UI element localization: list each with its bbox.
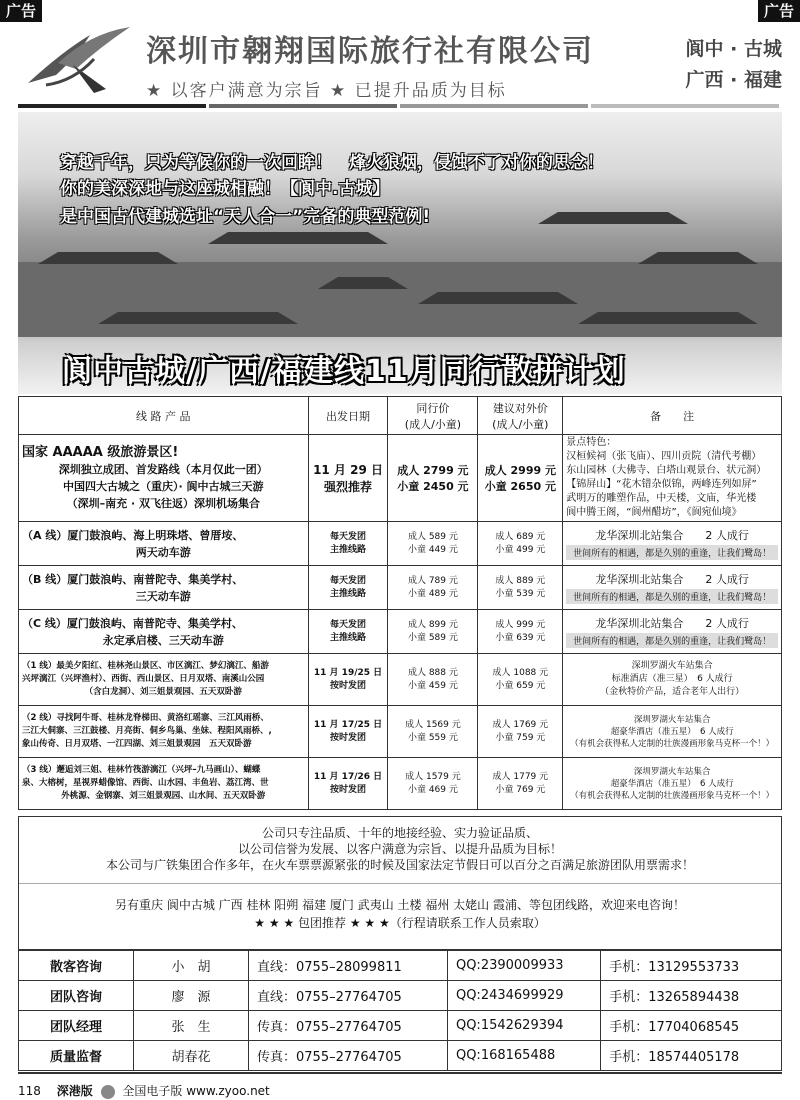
charter-routes: 另有重庆 阆中古城 广西 桂林 阳朔 福建 厦门 武夷山 土楼 福州 太姥山 霞浦、等包团线路，欢迎来电咨询！ <box>115 898 685 912</box>
hint-text: 世间所有的相遇，都是久别的重逢，让我们鹭岛！ <box>566 633 778 648</box>
note-line: （有机会获得私人定制的壮族漫画形象马克杯一个！） <box>570 790 775 801</box>
company-statement <box>19 817 781 873</box>
contact-row <box>19 951 782 981</box>
roof-shape <box>418 292 578 304</box>
contact-mobile: 手机：18574405178 <box>601 1041 782 1071</box>
roof-shape <box>38 252 178 264</box>
date-line: 11 月 17/25 日 <box>313 719 383 730</box>
contact-qq: QQ:168165488 <box>447 1041 600 1071</box>
price-line: 小童 459 元 <box>407 680 458 691</box>
hint-text: 世间所有的相遇，都是久别的重逢，让我们鹭岛！ <box>566 545 778 560</box>
edition-label: 深港版 <box>56 1084 93 1098</box>
contact-mobile: 手机：13265894438 <box>601 981 782 1011</box>
contact-tel: 传真：0755–27764705 <box>249 1041 448 1071</box>
peer-price-cell <box>388 706 478 758</box>
peer-price-cell <box>388 654 478 706</box>
charter-info <box>19 883 781 932</box>
banner-ground <box>18 262 782 337</box>
retail-price-cell <box>478 610 563 654</box>
roof-shape <box>318 277 408 289</box>
product-cell <box>19 654 309 706</box>
price-line: 小童 499 元 <box>495 544 546 555</box>
product-line: （1 线）最美夕阳红、桂林尧山景区、市区漓江、梦幻漓江、船游 <box>22 661 269 671</box>
banner-line-2: 你的美深深地与这座城相融！【阆中.古城】 <box>60 179 390 199</box>
price-line: 成人 889 元 <box>495 575 546 586</box>
price-line: 成人 1569 元 <box>405 719 461 730</box>
date-cell <box>308 522 388 566</box>
note-cell <box>563 435 782 522</box>
price-line: 成人 1088 元 <box>492 667 549 678</box>
product-line: 两天动车游 <box>135 545 191 559</box>
hint-text: 世间所有的相遇，都是久别的重逢，让我们鹭岛！ <box>566 589 778 604</box>
peer-price-cell <box>388 435 478 522</box>
ad-tag-right: 广告 <box>758 0 800 22</box>
header-date: 出发日期 <box>308 397 388 435</box>
product-line: 泉、大榕树，星视界蜡像馆、西街、山水园、丰鱼岩、荔江湾、世 <box>22 778 269 788</box>
date-cell <box>308 566 388 610</box>
product-line: （含白龙洞）、刘三姐景观园、五天双卧游 <box>84 687 242 697</box>
product-line: （C 线）厦门鼓浪屿、南普陀寺、集美学村、 <box>22 616 243 630</box>
note-line: 超豪华酒店（准五星） 6 人成行 <box>610 778 734 789</box>
product-cell <box>19 435 309 522</box>
price-line: 成人 888 元 <box>407 667 458 678</box>
product-line: （深圳–南充 · 双飞往返）深圳机场集合 <box>66 497 260 510</box>
roof-shape <box>98 312 298 324</box>
product-cell <box>19 566 309 610</box>
date-line: 11 月 29 日 <box>313 463 383 477</box>
note-line: 超豪华酒店（准五星） 6 人成行 <box>610 726 734 737</box>
roof-shape <box>208 232 388 244</box>
banner <box>18 112 782 394</box>
retail-price-cell <box>478 706 563 758</box>
table-row <box>19 610 782 654</box>
contact-name: 廖 源 <box>134 981 249 1011</box>
note-line: 武明万的雕塑作品，中天楼，文庙，华光楼 <box>566 493 757 504</box>
footer <box>18 1072 782 1099</box>
product-line: 象山传奇、日月双塔、一江四湖、刘三姐景观园 五天双卧游 <box>22 739 252 749</box>
note-line: 深圳罗湖火车站集合 <box>633 714 711 725</box>
price-line: 小童 2450 元 <box>397 480 469 493</box>
destinations <box>652 30 782 96</box>
retail-price-cell <box>478 566 563 610</box>
product-line: 三江大侗寨、三江鼓楼、月亮街、侗乡鸟巢、坐妹、程阳风雨桥、, <box>22 726 272 736</box>
peer-price-cell <box>388 610 478 654</box>
contact-mobile: 手机：13129553733 <box>601 951 782 981</box>
note-line: 深圳罗湖火车站集合 <box>633 766 711 777</box>
date-cell <box>308 435 388 522</box>
header-retail-price <box>478 397 563 435</box>
note-line: 汉桓候祠（张飞庙）、四川贡院（清代考棚） <box>566 451 762 462</box>
date-line: 11 月 19/25 日 <box>313 667 383 678</box>
date-line: 按时发团 <box>330 784 367 795</box>
divider-segment <box>591 104 779 108</box>
product-line: 永定承启楼、三天动车游 <box>102 633 224 647</box>
header-note: 备 注 <box>563 397 782 435</box>
header-retail-price-label: 建议对外价 <box>492 401 548 415</box>
price-line: 小童 659 元 <box>495 680 546 691</box>
destination-1: 阆中 · 古城 <box>685 38 782 60</box>
date-line: 主推线路 <box>330 632 367 643</box>
product-line: 中国四大古城之（重庆）· 阆中古城三天游 <box>63 480 264 493</box>
date-line: 主推线路 <box>330 588 367 599</box>
statement-line: 以公司信誉为发展、以客户满意为宗旨、以提升品质为目标！ <box>237 842 562 856</box>
table-row <box>19 654 782 706</box>
banner-line-3: 是中国古代建城选址“天人合一”完备的典型范例! <box>60 207 431 227</box>
product-line: （B 线）厦门鼓浪屿、南普陀寺、集美学村、 <box>22 572 244 586</box>
contact-tel: 传真：0755–27764705 <box>249 1011 448 1041</box>
date-line: 按时发团 <box>330 680 367 691</box>
price-line: 成人 1579 元 <box>405 771 461 782</box>
roof-shape <box>578 312 758 324</box>
product-cell <box>19 758 309 810</box>
divider-segment <box>18 104 206 108</box>
note-line: 【锦屏山】“花木错杂似锦，两峰连列如屏” <box>566 479 757 490</box>
date-line: 按时发团 <box>330 732 367 743</box>
retail-price-cell <box>478 435 563 522</box>
color-divider <box>18 104 782 108</box>
date-line: 每天发团 <box>330 575 367 586</box>
charter-recommend: ★ ★ ★ 包团推荐 ★ ★ ★（行程请联系工作人员索取） <box>254 916 546 930</box>
price-line: 成人 2999 元 <box>484 464 556 477</box>
price-line: 小童 759 元 <box>495 732 546 743</box>
contact-tel: 直线：0755–27764705 <box>249 981 448 1011</box>
statement-line: 本公司与广铁集团合作多年，在火车票票源紧张的时候及国家法定节假日可以百分之百满足旅游团队用票需求！ <box>105 858 694 872</box>
contact-table <box>18 950 782 1071</box>
contact-row <box>19 981 782 1011</box>
date-line: 每天发团 <box>330 531 367 542</box>
note-line: （有机会获得私人定制的壮族漫画形象马克杯一个！） <box>570 738 775 749</box>
meet-text: 龙华深圳北站集合 2 人成行 <box>595 529 749 542</box>
note-cell <box>563 758 782 810</box>
company-logo <box>18 23 138 103</box>
contact-qq: QQ:1542629394 <box>447 1011 600 1041</box>
contact-role: 团队经理 <box>19 1011 134 1041</box>
header-peer-price-label: 同行价 <box>416 401 450 415</box>
route-table <box>18 396 782 810</box>
date-line: 强烈推荐 <box>324 480 373 494</box>
header <box>18 22 782 104</box>
price-line: 小童 449 元 <box>407 544 458 555</box>
contact-row <box>19 1011 782 1041</box>
roof-shape <box>538 212 688 224</box>
date-cell <box>308 758 388 810</box>
product-line: 兴坪漓江（兴坪渔村）、西街、西山景区、日月双塔、南溪山公园 <box>22 674 265 684</box>
meet-text: 龙华深圳北站集合 2 人成行 <box>595 617 749 630</box>
contact-qq: QQ:2434699929 <box>447 981 600 1011</box>
contact-row <box>19 1041 782 1071</box>
table-row <box>19 435 782 522</box>
price-line: 成人 689 元 <box>495 531 546 542</box>
table-header-row <box>19 397 782 435</box>
price-line: 小童 639 元 <box>495 632 546 643</box>
contact-qq: QQ:2390009933 <box>447 951 600 981</box>
date-line: 11 月 17/26 日 <box>313 771 383 782</box>
retail-price-cell <box>478 654 563 706</box>
banner-title: 阆中古城/广西/福建线11月同行散拼计划 <box>62 354 626 389</box>
company-slogan: ★ 以客户满意为宗旨 ★ 已提升品质为目标 <box>146 80 507 101</box>
peer-price-cell <box>388 758 478 810</box>
table-row <box>19 706 782 758</box>
company-block <box>138 26 652 101</box>
note-line: 标准酒店（准三星） 6 人成行 <box>611 674 733 684</box>
note-cell <box>563 654 782 706</box>
product-line: 三天动车游 <box>135 589 191 603</box>
date-cell <box>308 706 388 758</box>
contact-role: 团队咨询 <box>19 981 134 1011</box>
price-line: 成人 1769 元 <box>492 719 549 730</box>
price-line: 小童 589 元 <box>407 632 458 643</box>
ad-tag-left: 广告 <box>0 0 42 22</box>
peer-price-cell <box>388 522 478 566</box>
table-row <box>19 522 782 566</box>
note-line: 深圳罗湖火车站集合 <box>631 661 713 671</box>
page-number: 118 <box>18 1084 41 1098</box>
header-product: 线 路 产 品 <box>19 397 309 435</box>
product-cell <box>19 610 309 654</box>
note-cell <box>563 610 782 654</box>
company-info <box>18 816 782 950</box>
retail-price-cell <box>478 522 563 566</box>
product-line: 深圳独立成团、首发路线（本月仅此一团） <box>58 463 268 476</box>
product-line: 外桃源、金钢寨、刘三姐景观园、山水间、五天双卧游 <box>61 791 266 801</box>
statement-line: 公司只专注品质、十年的地接经验、实力验证品质、 <box>261 826 538 840</box>
product-cell <box>19 706 309 758</box>
note-cell <box>563 522 782 566</box>
note-line: （金秋特价产品，适合老年人出行） <box>600 687 745 697</box>
contact-role: 散客咨询 <box>19 951 134 981</box>
note-cell <box>563 566 782 610</box>
table-row <box>19 566 782 610</box>
date-line: 主推线路 <box>330 544 367 555</box>
contact-name: 胡春花 <box>134 1041 249 1071</box>
product-line: （A 线）厦门鼓浪屿、海上明珠塔、曾厝垵、 <box>22 528 244 542</box>
destination-2: 广西 · 福建 <box>685 69 782 91</box>
banner-line-1: 穿越千年，只为等候你的一次回眸！ 烽火狼烟，侵蚀不了对你的思念！ <box>60 153 604 173</box>
retail-price-cell <box>478 758 563 810</box>
price-line: 小童 469 元 <box>407 784 458 795</box>
note-line: 东山园林（大佛寺、白塔山观景台、状元洞） <box>566 465 767 476</box>
note-line: 景点特色： <box>566 437 617 448</box>
site-url[interactable]: 全国电子版 www.zyoo.net <box>122 1084 270 1098</box>
price-line: 成人 1779 元 <box>492 771 549 782</box>
price-line: 小童 539 元 <box>495 588 546 599</box>
contact-tel: 直线：0755–28099811 <box>249 951 448 981</box>
price-line: 小童 2650 元 <box>484 480 556 493</box>
price-line: 成人 789 元 <box>407 575 458 586</box>
divider-segment <box>209 104 397 108</box>
price-line: 小童 489 元 <box>407 588 458 599</box>
company-name: 深圳市翱翔国际旅行社有限公司 <box>146 33 594 69</box>
peer-price-cell <box>388 566 478 610</box>
site-logo-icon <box>101 1085 115 1099</box>
price-line: 小童 559 元 <box>407 732 458 743</box>
price-line: 成人 999 元 <box>495 619 546 630</box>
meet-text: 龙华深圳北站集合 2 人成行 <box>595 573 749 586</box>
header-retail-price-sub: (成人/小童) <box>492 417 549 431</box>
product-cell <box>19 522 309 566</box>
table-row <box>19 758 782 810</box>
price-line: 成人 2799 元 <box>397 464 469 477</box>
header-peer-price <box>388 397 478 435</box>
date-cell <box>308 654 388 706</box>
contact-mobile: 手机：17704068545 <box>601 1011 782 1041</box>
price-line: 小童 769 元 <box>495 784 546 795</box>
date-line: 每天发团 <box>330 619 367 630</box>
contact-role: 质量监督 <box>19 1041 134 1071</box>
note-cell <box>563 706 782 758</box>
note-line: 阆中腾王阁，“阆州醋坊”，《阆宛仙境》 <box>566 507 742 518</box>
product-line: （3 线）邂逅刘三姐、桂林竹筏游漓江（兴坪–九马画山）、蝴蝶 <box>22 765 261 775</box>
divider-segment <box>400 104 588 108</box>
header-peer-price-sub: (成人/小童) <box>404 417 462 431</box>
price-line: 成人 589 元 <box>407 531 458 542</box>
contact-name: 张 生 <box>134 1011 249 1041</box>
roof-shape <box>638 252 758 264</box>
product-line: （2 线）寻找阿牛哥、桂林龙脊梯田、黄洛红瑶寨、三江风雨桥、 <box>22 713 269 723</box>
product-line: 国家 AAAAA 级旅游景区! <box>22 445 179 460</box>
price-line: 成人 899 元 <box>407 619 458 630</box>
contact-name: 小 胡 <box>134 951 249 981</box>
date-cell <box>308 610 388 654</box>
